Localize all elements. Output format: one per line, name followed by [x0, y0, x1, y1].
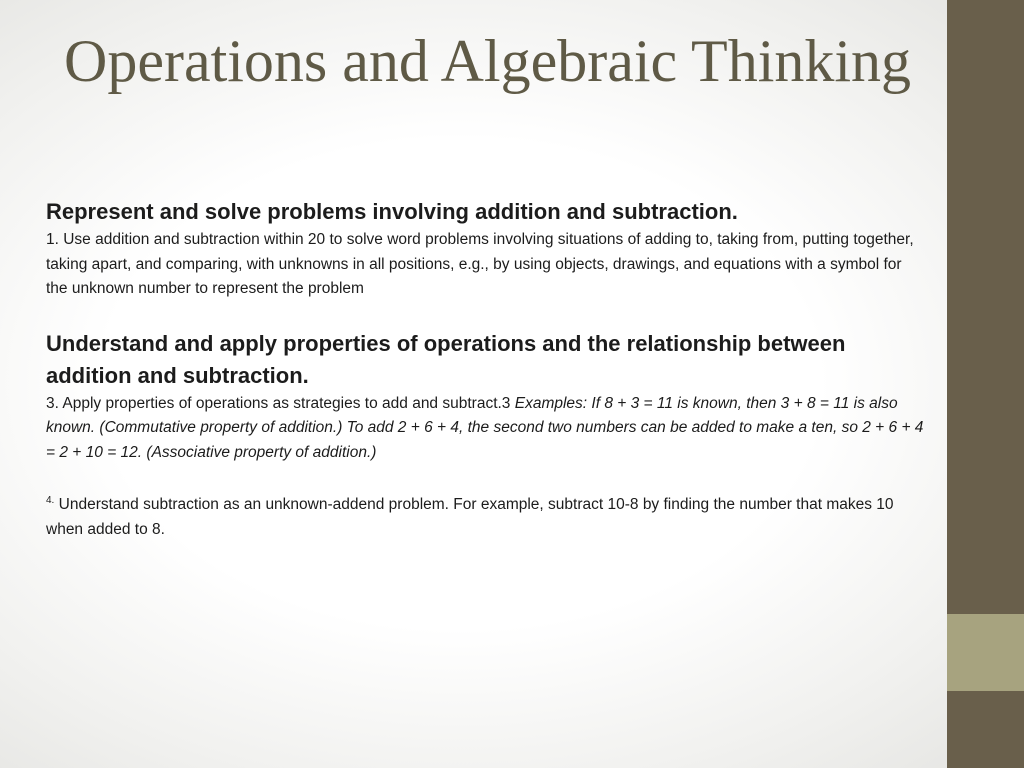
standard-3-examples: Examples: If 8 + 3 = 11 is known, then 3 + 8 = 11 is also known. (Commutative property of addition.) To add 2 + 6 + 4, the second two numbers can be added to make a ten, so 2 + 6 + 4 = 2 + 10 = 12. (Associative property of addition.): [46, 394, 924, 461]
section-heading-properties: Understand and apply properties of operations and the relationship between addition and subtraction.: [46, 330, 846, 388]
standard-3-paragraph: [46, 392, 926, 466]
standard-1-text: 1. Use addition and subtraction within 20 to solve word problems involving situations of adding to, taking from, putting together, taking apart, and comparing, with unknowns in all positions, e.g., by using objects, drawings, and equations with a symbol for the unknown number to represent the problem: [46, 231, 914, 297]
slide-title: Operations and Algebraic Thinking: [64, 28, 912, 94]
standard-4-text: Understand subtraction as an unknown-addend problem. For example, subtract 10-8 by finding the number that makes 10 when added to 8.: [46, 496, 894, 538]
standard-4-paragraph: [46, 493, 926, 542]
standard-4-number: 4.: [46, 494, 55, 506]
standard-3-text: 3. Apply properties of operations as strategies to add and subtract.3: [46, 394, 515, 412]
decorative-sidebar-accent: [947, 614, 1024, 691]
section-heading-represent-solve: Represent and solve problems involving addition and subtraction.: [46, 199, 738, 224]
slide-content: [46, 196, 926, 542]
